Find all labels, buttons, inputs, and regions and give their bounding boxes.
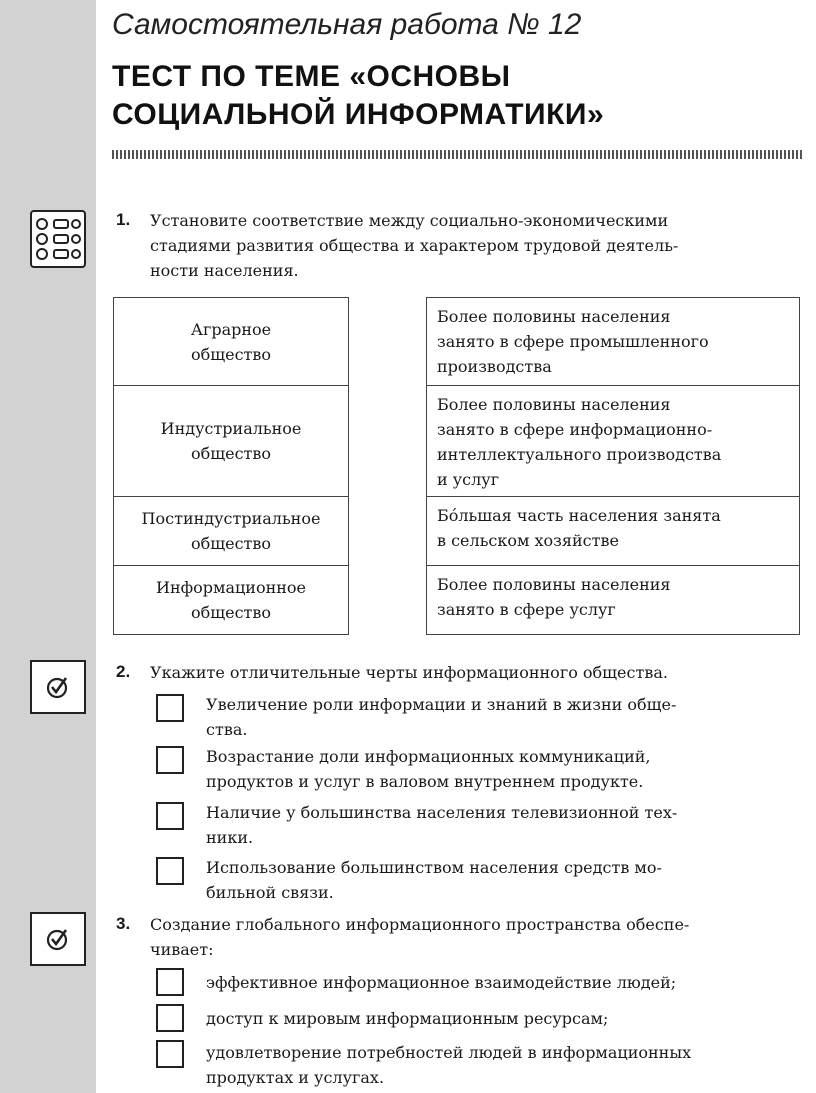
option-line: Наличие у большинства населения телевизионной тех- [206, 803, 678, 822]
answer-checkbox[interactable] [156, 857, 184, 885]
stage-text: общество [190, 603, 272, 622]
stage-cell[interactable] [113, 565, 349, 635]
labor-cell[interactable] [426, 565, 800, 635]
labor-text: Бóльшая часть населения занята [437, 506, 721, 525]
question-3-line: чивает: [150, 940, 214, 959]
option-line: Увеличение роли информации и знаний в жизни обще- [206, 695, 677, 714]
stage-cell[interactable] [113, 385, 349, 497]
question-3-line: Создание глобального информационного пространства обеспе- [150, 915, 690, 934]
labor-text: занято в сфере промышленного [437, 332, 709, 351]
question-3-text [150, 912, 798, 962]
answer-checkbox[interactable] [156, 694, 184, 722]
answer-option [206, 1040, 798, 1090]
answer-option [206, 692, 798, 742]
page-title [112, 58, 604, 134]
labor-text: Более половины населения [437, 575, 671, 594]
stage-text: Постиндустриальное [141, 509, 321, 528]
stage-text: Информационное [155, 578, 306, 597]
question-2-text [150, 660, 798, 685]
question-1-number: 1. [116, 210, 131, 229]
labor-text: Более половины населения [437, 395, 671, 414]
option-line: удовлетворение потребностей людей в информационных [206, 1043, 692, 1062]
stage-text: Индустриальное [160, 419, 302, 438]
stage-text: общество [190, 444, 272, 463]
option-line: ства. [206, 720, 248, 739]
answer-checkbox[interactable] [156, 1004, 184, 1032]
answer-option [206, 800, 798, 850]
option-line: эффективное информационное взаимодействие людей; [206, 973, 677, 992]
labor-text: производства [437, 357, 552, 376]
question-1-line: стадиями развития общества и характером трудовой деятель- [150, 236, 679, 255]
labor-text: Более половины населения [437, 307, 671, 326]
answer-checkbox[interactable] [156, 1040, 184, 1068]
answer-option [206, 855, 798, 905]
stage-text: Аграрное [190, 319, 272, 339]
labor-text: в сельском хозяйстве [437, 531, 619, 550]
labor-text: занято в сфере услуг [437, 600, 616, 619]
stage-text: общество [190, 534, 272, 553]
question-2-number: 2. [116, 662, 131, 681]
question-1-line: Установите соответствие между социально-экономическими [150, 211, 669, 230]
stage-cell[interactable] [113, 297, 349, 386]
option-line: продуктов и услуг в валовом внутреннем продукте. [206, 772, 644, 791]
title-line-1: ТЕСТ ПО ТЕМЕ «ОСНОВЫ [112, 60, 511, 93]
labor-cell[interactable] [426, 385, 800, 497]
option-line: доступ к мировым информационным ресурсам; [206, 1009, 609, 1028]
option-line: Возрастание доли информационных коммуникаций, [206, 747, 651, 766]
question-2-line: Укажите отличительные черты информационного общества. [150, 663, 668, 682]
labor-text: интеллектуального производства [437, 445, 722, 464]
answer-checkbox[interactable] [156, 746, 184, 774]
hatched-divider [112, 150, 802, 159]
stage-cell[interactable] [113, 496, 349, 566]
answer-checkbox[interactable] [156, 802, 184, 830]
checkmark-icon [30, 660, 86, 714]
option-line: бильной связи. [206, 883, 334, 902]
checkmark-icon [30, 912, 86, 966]
question-1-line: ности населения. [150, 261, 299, 280]
question-3-number: 3. [116, 914, 131, 933]
labor-text: занято в сфере информационно- [437, 420, 713, 439]
answer-option [206, 1006, 798, 1031]
labor-cell[interactable] [426, 496, 800, 566]
option-line: продуктах и услугах. [206, 1068, 385, 1087]
matching-icon [30, 210, 86, 268]
answer-checkbox[interactable] [156, 968, 184, 996]
labor-cell[interactable] [426, 297, 800, 386]
stage-text: общество [190, 344, 272, 364]
work-subtitle: Самостоятельная работа № 12 [112, 8, 582, 41]
question-1-text [150, 208, 798, 283]
answer-option [206, 744, 798, 794]
answer-option [206, 970, 798, 995]
option-line: ники. [206, 828, 254, 847]
title-line-2: СОЦИАЛЬНОЙ ИНФОРМАТИКИ» [112, 98, 605, 131]
option-line: Использование большинством населения средств мо- [206, 858, 662, 877]
labor-text: и услуг [437, 470, 500, 489]
